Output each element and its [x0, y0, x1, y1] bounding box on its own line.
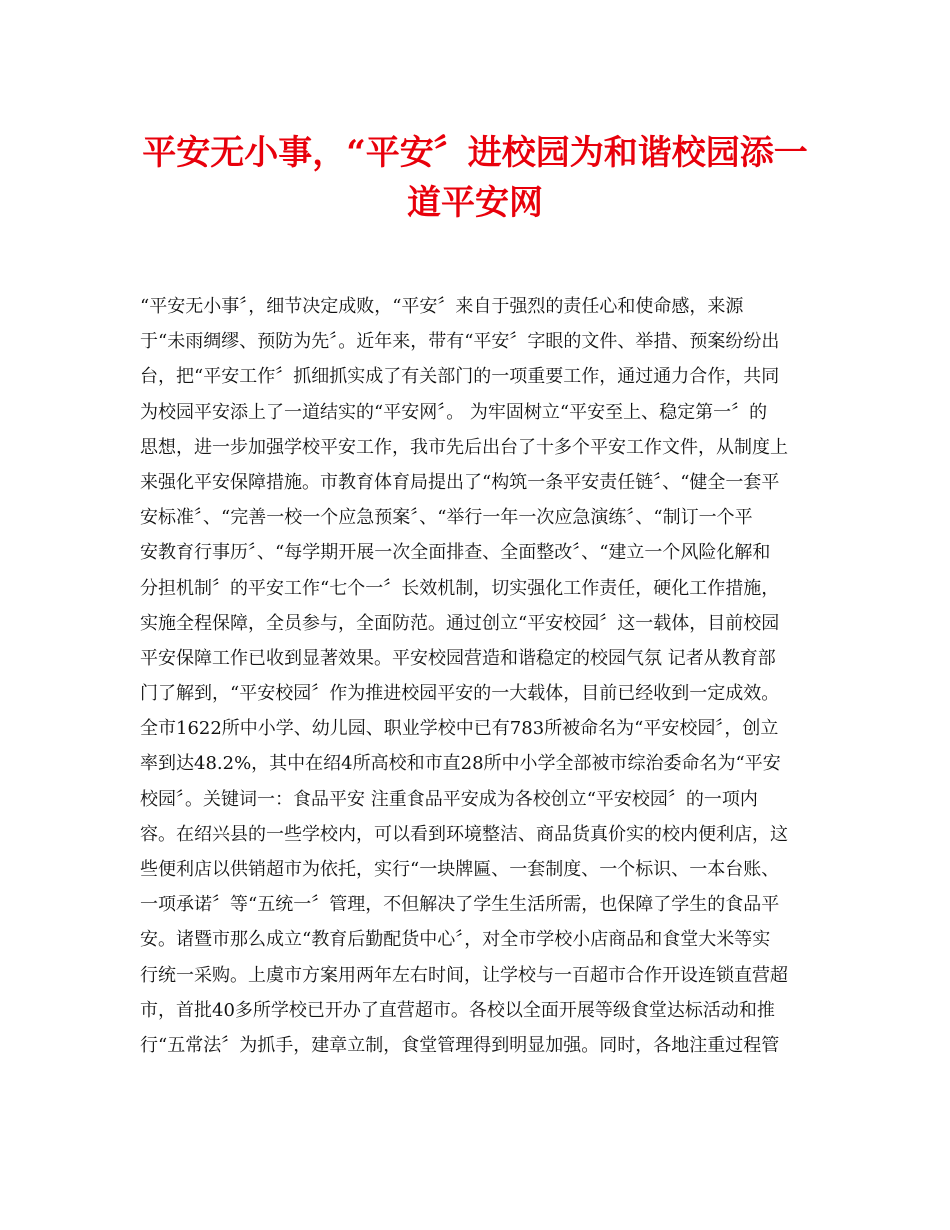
body-line: 门了解到，“平安校园〞作为推进校园平安的一大载体，目前已经收到一定成效。 — [140, 683, 780, 705]
body-line: 行“五常法〞为抓手，建章立制，食堂管理得到明显加强。同时，各地注重过程管 — [140, 1034, 780, 1056]
body-line: 安。诸暨市那么成立“教育后勤配货中心〞，对全市学校小店商品和食堂大米等实 — [140, 929, 771, 951]
body-line: 率到达48.2%，其中在绍4所高校和市直28所中小学全部被市综治委命名为“平安 — [140, 753, 781, 775]
body-line: 安标准〞、“完善一校一个应急预案〞、“举行一年一次应急演练〞、“制订一个平 — [140, 507, 753, 529]
body-line: 行统一采购。上虞市方案用两年左右时间，让学校与一百超市合作开设连锁直营超 — [140, 964, 788, 986]
body-line: 全市1622所中小学、幼儿园、职业学校中已有783所被命名为“平安校园〞，创立 — [140, 718, 779, 740]
body-line: 容。在绍兴县的一些学校内，可以看到环境整洁、商品货真价实的校内便利店，这 — [140, 823, 788, 845]
body-line: 校园〞。关键词一：食品平安 注重食品平安成为各校创立“平安校园〞的一项内 — [140, 788, 758, 810]
body-text — [140, 289, 820, 1063]
body-line: 平安保障工作已收到显著效果。平安校园营造和谐稳定的校园气氛 记者从教育部 — [140, 647, 776, 669]
body-line: 于“未雨绸缪、预防为先〞。近年来，带有“平安〞字眼的文件、举措、预案纷纷出 — [140, 331, 780, 353]
body-line: 安教育行事历〞、“每学期开展一次全面排查、全面整改〞、“建立一个风险化解和 — [140, 542, 771, 564]
body-line: “平安无小事〞，细节决定成败，“平安〞来自于强烈的责任心和使命感，来源 — [140, 296, 744, 317]
body-line: 市，首批40多所学校已开办了直营超市。各校以全面开展等级食堂达标活动和推 — [140, 999, 775, 1021]
body-line: 思想，进一步加强学校平安工作，我市先后出台了十多个平安工作文件，从制度上 — [140, 436, 788, 458]
body-line: 为校园平安添上了一道结实的“平安网〞。 为牢固树立“平安至上、稳定第一〞的 — [140, 401, 768, 423]
body-line: 来强化平安保障措施。市教育体育局提出了“构筑一条平安责任链〞、“健全一套平 — [140, 471, 780, 493]
body-line: 些便利店以供销超市为依托，实行“一块牌匾、一套制度、一个标识、一本台账、 — [140, 859, 780, 880]
title-line-1: 平安无小事，“平安〞进校园为和谐校园添一 — [142, 133, 808, 173]
title-line-2: 道平安网 — [407, 183, 543, 223]
body-line: 台，把“平安工作〞抓细抓实成了有关部门的一项重要工作，通过通力合作，共同 — [140, 366, 780, 388]
body-line: 一项承诺〞等“五统一〞管理，不但解决了学生生活所需，也保障了学生的食品平 — [140, 894, 780, 916]
body-line: 分担机制〞的平安工作“七个一〞长效机制，切实强化工作责任，硬化工作措施， — [140, 577, 780, 599]
document-title — [130, 128, 820, 228]
body-line: 实施全程保障，全员参与，全面防范。通过创立“平安校园〞这一载体，目前校园 — [140, 612, 780, 634]
